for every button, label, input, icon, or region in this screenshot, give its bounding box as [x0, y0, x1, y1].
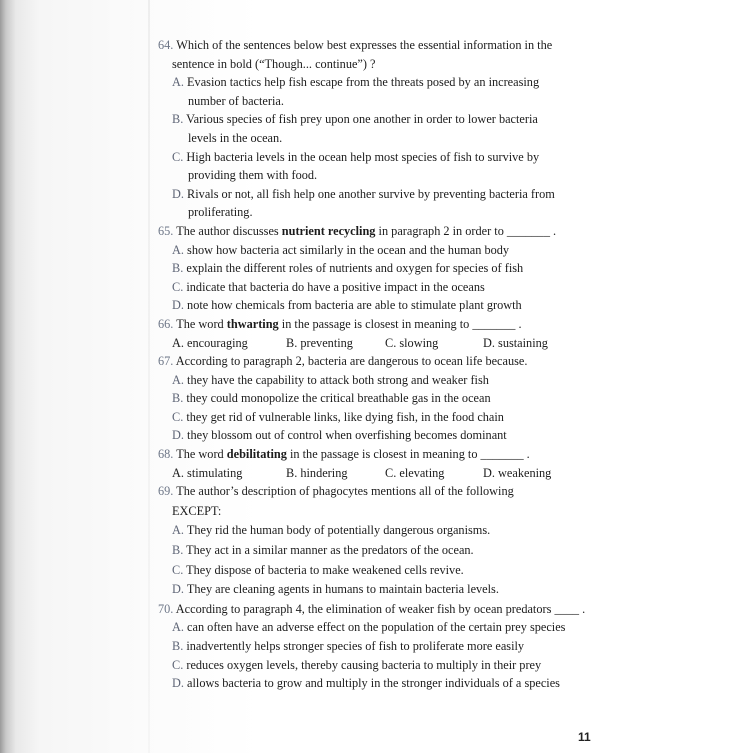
question-67: [158, 352, 590, 445]
question-70: [158, 600, 590, 693]
option-d: D. note how chemicals from bacteria are able to stimulate plant growth: [172, 298, 522, 313]
question-number: 67.: [158, 354, 174, 369]
option-c: C. High bacteria levels in the ocean help most species of fish to survive by providing them with food.: [172, 149, 540, 183]
question-number: 64.: [158, 38, 174, 52]
option-d: D. Rivals or not, all fish help one another survive by preventing bacteria from proliferating.: [172, 186, 555, 220]
stem-text: Which of the sentences below best expresses the essential information in the: [176, 38, 553, 52]
option-row: [158, 334, 590, 353]
question-number: 66.: [158, 316, 174, 331]
question-66: [158, 315, 590, 352]
question-stem: 68. The word debilitating in the passage is closest in meaning to _______ .: [158, 447, 530, 462]
question-number: 65.: [158, 223, 174, 238]
option-b: B. They act in a similar manner as the predators of the ocean.: [172, 543, 474, 558]
option-d: D. weakening: [483, 465, 552, 480]
option-b: B. explain the different roles of nutrients and oxygen for species of fish: [172, 261, 524, 276]
question-stem: 70. According to paragraph 4, the elimination of weaker fish by ocean predators ____ .: [158, 601, 586, 616]
option-c: C. reduces oxygen levels, thereby causing bacteria to multiply in their prey: [172, 657, 542, 672]
question-65: [158, 222, 590, 315]
option-a: A. show how bacteria act similarly in the ocean and the human body: [172, 242, 510, 257]
option-a: A. stimulating: [172, 465, 243, 480]
page-gutter: [148, 0, 150, 753]
option-row: [158, 464, 590, 483]
option-c: C. they get rid of vulnerable links, like dying fish, in the food chain: [172, 409, 504, 424]
question-64: [158, 36, 590, 222]
option-c: C. indicate that bacteria do have a positive impact in the oceans: [172, 279, 485, 294]
key-term: thwarting: [226, 316, 279, 331]
option-d: D. sustaining: [483, 335, 548, 350]
question-69: [158, 482, 590, 600]
option-d: D. they blossom out of control when overfishing becomes dominant: [172, 428, 507, 443]
option-b: B. inadvertently helps stronger species of fish to proliferate more easily: [172, 639, 525, 653]
option-c: C. They dispose of bacteria to make weakened cells revive.: [172, 562, 464, 577]
page-number: 11: [578, 730, 591, 744]
option-a: A. can often have an adverse effect on the population of the certain prey species: [172, 620, 566, 635]
option-c: C. elevating: [385, 465, 445, 480]
question-stem: [158, 36, 590, 73]
key-term: debilitating: [226, 447, 287, 462]
question-number: 68.: [158, 447, 174, 462]
option-b: B. hindering: [286, 465, 348, 480]
option-b: B. Various species of fish prey upon one another in order to lower bacteria levels in the ocean.: [172, 112, 538, 145]
option-a: A. encouraging: [172, 335, 248, 350]
key-term: nutrient recycling: [281, 223, 376, 238]
question-stem: 66. The word thwarting in the passage is closest in meaning to _______ .: [158, 316, 522, 331]
option-c: C. slowing: [385, 335, 439, 350]
option-d: D. allows bacteria to grow and multiply in the stronger individuals of a species: [172, 676, 560, 691]
stem-text-cont: sentence in bold (“Though... continue”) ?: [172, 56, 376, 71]
option-a: A. they have the capability to attack both strong and weaker fish: [172, 372, 489, 387]
question-stem: 69. The author’s description of phagocytes mentions all of the following EXCEPT:: [158, 484, 514, 518]
option-a: A. Evasion tactics help fish escape from the threats posed by an increasing number of bacteria.: [172, 75, 540, 108]
question-stem: 65. The author discusses nutrient recycling in paragraph 2 in order to _______ .: [158, 223, 557, 238]
option-a: A. They rid the human body of potentially dangerous organisms.: [172, 523, 491, 538]
question-number: 69.: [158, 484, 174, 499]
question-number: 70.: [158, 601, 174, 616]
question-stem: 67. According to paragraph 2, bacteria are dangerous to ocean life because.: [158, 354, 528, 369]
option-d: D. They are cleaning agents in humans to maintain bacteria levels.: [172, 582, 499, 597]
option-b: B. preventing: [286, 335, 353, 350]
option-b: B. they could monopolize the critical breathable gas in the ocean: [172, 391, 491, 406]
question-68: [158, 445, 590, 482]
question-list: [158, 36, 590, 693]
